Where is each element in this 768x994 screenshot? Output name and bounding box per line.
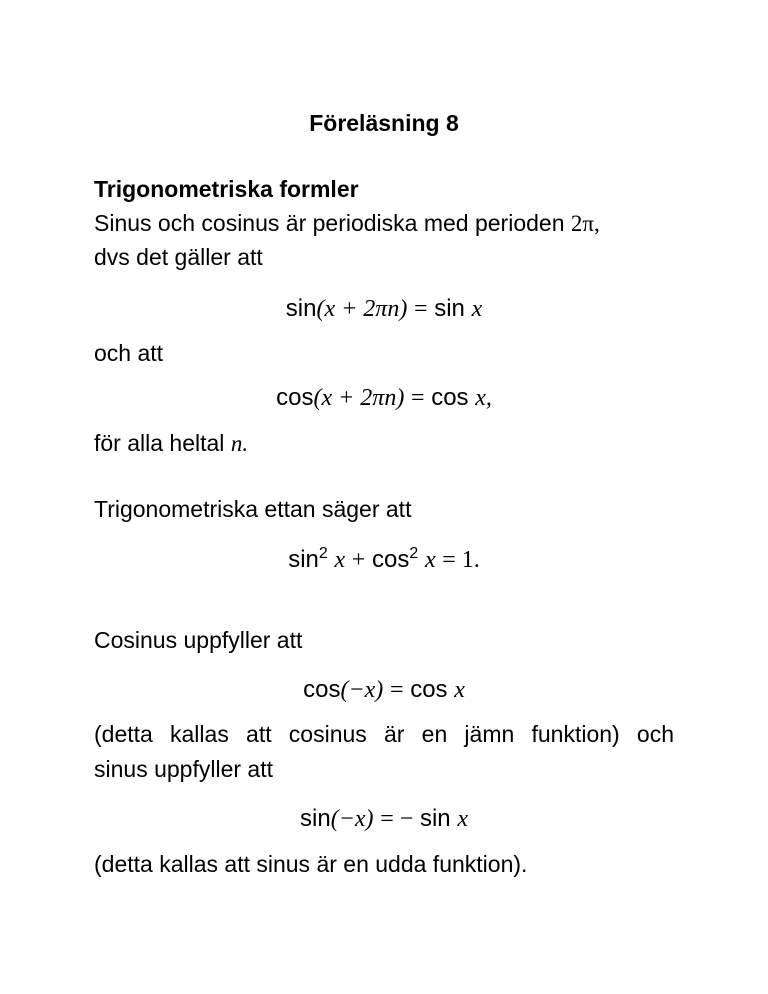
math-variable: x bbox=[454, 677, 465, 703]
equation-cos-periodic bbox=[0, 384, 768, 412]
equation-trig-identity bbox=[0, 546, 768, 574]
page-title: Föreläsning 8 bbox=[309, 110, 459, 136]
function-name: sin bbox=[285, 295, 317, 322]
function-name: sin bbox=[434, 295, 465, 322]
paragraph-line bbox=[94, 210, 600, 237]
math-argument: (x + 2πn) bbox=[313, 385, 405, 411]
math-argument: (−x) bbox=[340, 677, 384, 703]
paragraph-line-justified: (detta kallas att cosinus är en jämn funktion) och bbox=[94, 721, 674, 747]
function-name: sin bbox=[300, 805, 331, 832]
section-heading: Trigonometriska formler bbox=[94, 176, 359, 202]
paragraph-text: Sinus och cosinus är periodiska med perioden bbox=[94, 210, 565, 236]
math-argument: (−x) bbox=[330, 806, 374, 832]
function-name: cos bbox=[276, 384, 314, 411]
exponent: 2 bbox=[409, 545, 419, 562]
equation-cos-even bbox=[0, 676, 768, 704]
paragraph-line: sinus uppfyller att bbox=[94, 756, 273, 782]
function-name: cos bbox=[372, 546, 410, 573]
equation-sin-odd bbox=[0, 805, 768, 833]
paragraph-line: dvs det gäller att bbox=[94, 244, 263, 270]
equation-rhs: = 1. bbox=[442, 547, 480, 573]
math-variable: x, bbox=[475, 385, 492, 411]
paragraph-line: (detta kallas att sinus är en udda funktion). bbox=[94, 851, 528, 877]
equals-sign: = bbox=[413, 296, 428, 322]
equation-sin-periodic bbox=[0, 295, 768, 323]
math-variable: x bbox=[457, 806, 468, 832]
exponent: 2 bbox=[318, 545, 328, 562]
equals-sign: = bbox=[410, 385, 425, 411]
math-argument: (x + 2πn) bbox=[316, 296, 408, 322]
math-variable: x bbox=[471, 296, 483, 322]
function-name: sin bbox=[419, 805, 451, 832]
equals-sign: = − bbox=[380, 806, 414, 832]
inline-math: 2π, bbox=[570, 211, 600, 236]
paragraph-line: Trigonometriska ettan säger att bbox=[94, 496, 412, 522]
plus-sign: + bbox=[351, 547, 366, 573]
paragraph-line: Cosinus uppfyller att bbox=[94, 627, 303, 653]
math-variable: x bbox=[334, 547, 346, 573]
paragraph-line bbox=[94, 430, 248, 457]
function-name: cos bbox=[303, 676, 341, 703]
math-variable: n. bbox=[230, 431, 249, 456]
function-name: cos bbox=[410, 676, 448, 703]
paragraph-text: för alla heltal bbox=[94, 430, 225, 456]
math-variable: x bbox=[424, 547, 436, 573]
function-name: sin bbox=[288, 546, 319, 573]
paragraph-line: och att bbox=[94, 340, 164, 366]
function-name: cos bbox=[431, 384, 469, 411]
equals-sign: = bbox=[389, 677, 404, 703]
